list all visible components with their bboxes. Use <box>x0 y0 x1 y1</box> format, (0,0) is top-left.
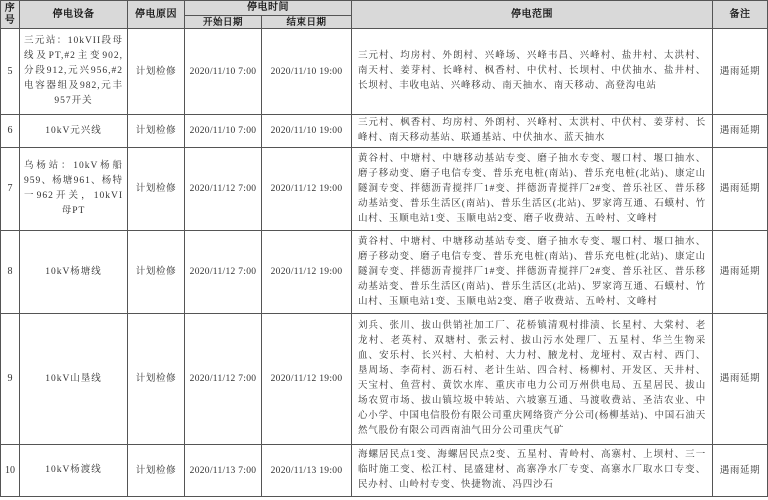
seq-cell: 8 <box>1 231 20 314</box>
reason-cell: 计划检修 <box>128 115 185 148</box>
header-device: 停电设备 <box>20 1 128 29</box>
remark-cell: 遇雨延期 <box>713 445 768 497</box>
end-date-cell: 2020/11/13 19:00 <box>262 445 352 497</box>
header-range: 停电范围 <box>352 1 713 29</box>
seq-cell: 7 <box>1 148 20 231</box>
header-end-date: 结束日期 <box>262 16 352 29</box>
start-date-cell: 2020/11/10 7:00 <box>185 29 262 115</box>
device-cell: 10kV杨渡线 <box>20 445 128 497</box>
seq-cell: 5 <box>1 29 20 115</box>
range-cell: 三元村、均房村、外朗村、兴峰场、兴峰韦昌、兴峰村、盐井村、太洪村、南天村、姜芽村、长峰村、枫香村、中伏村、长坝村、中伏抽水、盐井村、长坝村、丰收电站、兴峰移动、南天抽水、南天移动、高登沟电站 <box>352 29 713 115</box>
device-cell: 10kV元兴线 <box>20 115 128 148</box>
reason-cell: 计划检修 <box>128 231 185 314</box>
start-date-cell: 2020/11/10 7:00 <box>185 115 262 148</box>
reason-cell: 计划检修 <box>128 445 185 497</box>
device-cell: 10kV山垦线 <box>20 314 128 445</box>
start-date-cell: 2020/11/13 7:00 <box>185 445 262 497</box>
header-time: 停电时间 <box>185 1 352 16</box>
device-cell: 三元站：10kVII段母线及PT,#2主变902,分段912,元兴956,#2电容器组及982,元丰957开关 <box>20 29 128 115</box>
remark-cell: 遇雨延期 <box>713 148 768 231</box>
remark-cell: 遇雨延期 <box>713 115 768 148</box>
device-cell: 乌杨站：10kV杨船959、杨塘961、杨特一962开关，10kVI母PT <box>20 148 128 231</box>
start-date-cell: 2020/11/12 7:00 <box>185 231 262 314</box>
end-date-cell: 2020/11/10 19:00 <box>262 29 352 115</box>
end-date-cell: 2020/11/12 19:00 <box>262 148 352 231</box>
device-cell: 10kV杨塘线 <box>20 231 128 314</box>
reason-cell: 计划检修 <box>128 314 185 445</box>
start-date-cell: 2020/11/12 7:00 <box>185 148 262 231</box>
range-cell: 黄谷村、中塘村、中塘移动基站专变、磨子抽水专变、堰口村、堰口抽水、磨子移动变、磨子电信专变、普乐充电桩(南站)、普乐充电桩(北站)、康定山隧洞专变、拌德沥青搅拌厂1#变、拌德沥青搅拌厂2#变、普乐社区、普乐移动基站变、普乐生活区(南站)、普乐生活区(北站)、罗家湾互通、石蟆村、竹山村、玉顺电站1变、玉顺电站2变、磨子收费站、五岭村、文峰村 <box>352 148 713 231</box>
remark-cell: 遇雨延期 <box>713 314 768 445</box>
header-start-date: 开始日期 <box>185 16 262 29</box>
range-cell: 三元村、枫香村、均房村、外朗村、兴峰村、太洪村、中伏村、姜芽村、长峰村、南天移动基站、联通基站、中伏抽水、蓝天抽水 <box>352 115 713 148</box>
range-cell: 刘兵、张川、拔山供销社加工厂、花桥镇清观村排渍、长星村、大棠村、老龙村、老英村、双塘村、张云村、拔山污水处理厂、五星村、华兰生物采血、安乐村、长兴村、大柏村、大力村、腋龙村、龙垭村、双古村、西门、垦周场、李荷村、沥石村、老计生站、四合村、杨柳村、开发区、天井村、天宝村、鱼营村、黄饮水库、重庆市电力公司万州供电局、五星居民、拔山场农贸市场、拔山镇垃圾中转站、六坡寨互通、马渡收费站、圣洁农业、中心小学、中国电信股份有限公司重庆网络资产分公司(杨柳基站)、中国石油天然气股份有限公司西南油气田分公司重庆气矿 <box>352 314 713 445</box>
header-reason: 停电原因 <box>128 1 185 29</box>
end-date-cell: 2020/11/10 19:00 <box>262 115 352 148</box>
reason-cell: 计划检修 <box>128 29 185 115</box>
seq-cell: 10 <box>1 445 20 497</box>
seq-cell: 9 <box>1 314 20 445</box>
remark-cell: 遇雨延期 <box>713 231 768 314</box>
seq-cell: 6 <box>1 115 20 148</box>
range-cell: 黄谷村、中塘村、中塘移动基站专变、磨子抽水专变、堰口村、堰口抽水、磨子移动变、磨子电信专变、普乐充电桩(南站)、普乐充电桩(北站)、康定山隧洞专变、拌德沥青搅拌厂1#变、拌德沥青搅拌厂2#变、普乐社区、普乐移动基站变、普乐生活区(南站)、普乐生活区(北站)、罗家湾互通、石蟆村、竹山村、玉顺电站1变、玉顺电站2变、磨子收费站、五岭村、文峰村 <box>352 231 713 314</box>
end-date-cell: 2020/11/12 19:00 <box>262 231 352 314</box>
end-date-cell: 2020/11/12 19:00 <box>262 314 352 445</box>
remark-cell: 遇雨延期 <box>713 29 768 115</box>
start-date-cell: 2020/11/12 7:00 <box>185 314 262 445</box>
range-cell: 海螺居民点1变、海螺居民点2变、五星村、青岭村、高寨村、上坝村、三一临时施工变、松江村、昆盛建材、高寨净水厂专变、高寨水厂取水口专变、民办村、山岭村专变、快捷物流、冯四沙石 <box>352 445 713 497</box>
header-seq: 序号 <box>1 1 20 29</box>
header-remark: 备注 <box>713 1 768 29</box>
reason-cell: 计划检修 <box>128 148 185 231</box>
